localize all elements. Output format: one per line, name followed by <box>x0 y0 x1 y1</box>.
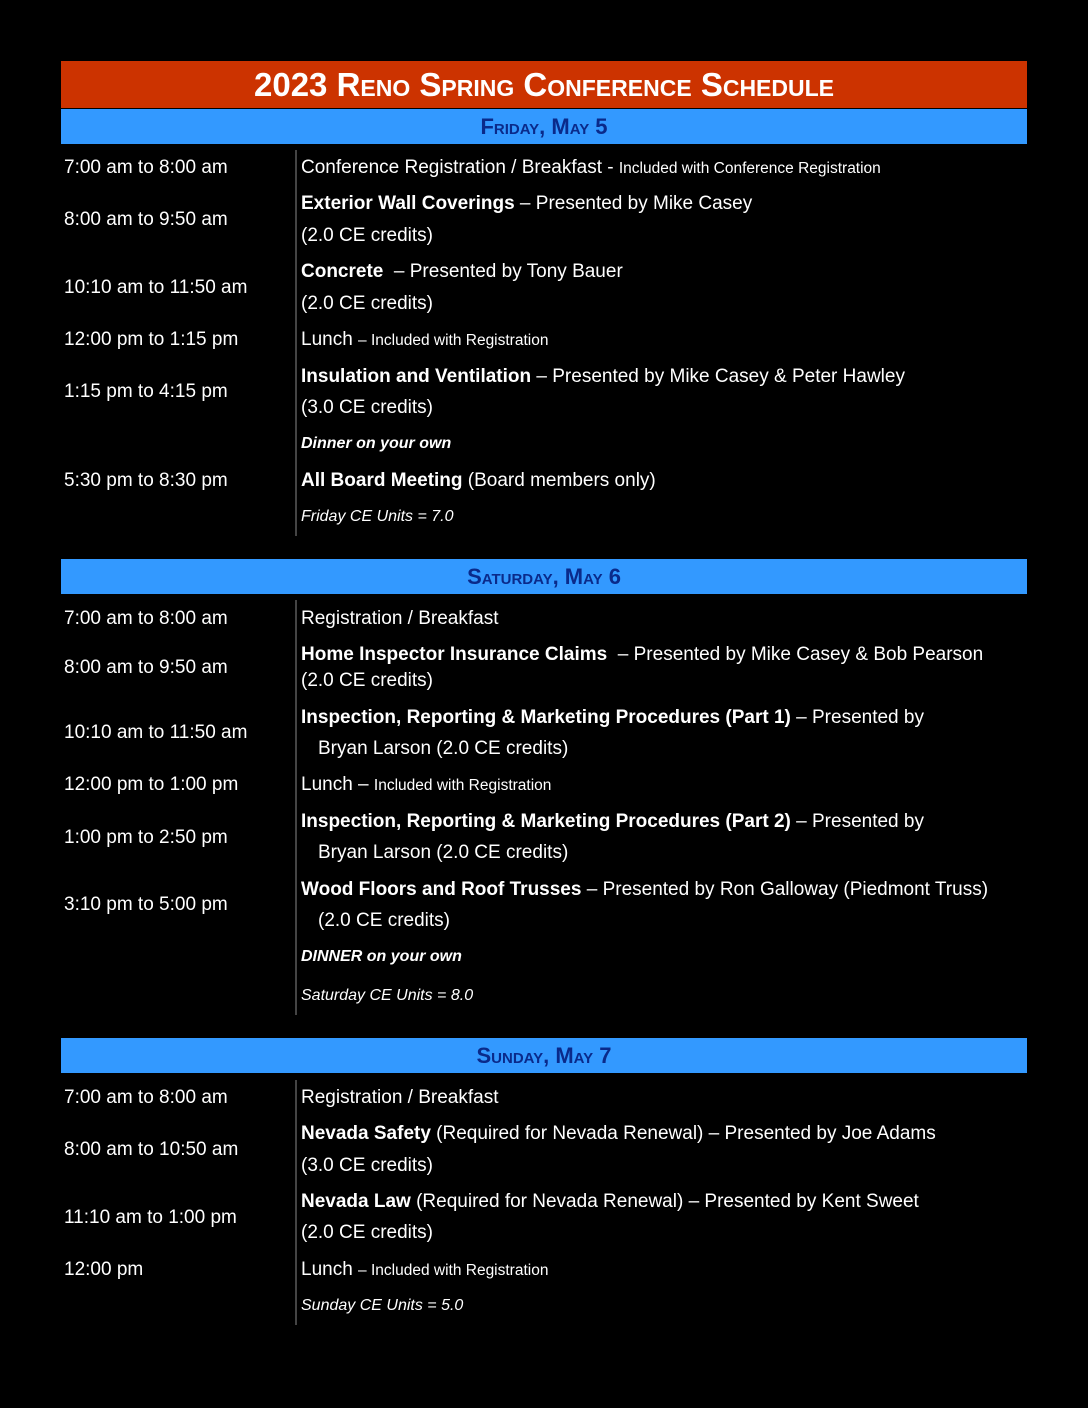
column-divider <box>295 150 297 536</box>
ce-units-total: Sunday CE Units = 5.0 <box>301 1297 464 1314</box>
session-description: Lunch – Included with Registration <box>301 1259 549 1280</box>
session-time: 1:15 pm to 4:15 pm <box>64 381 228 402</box>
session-description: Lunch – Included with Registration <box>301 329 549 350</box>
session-presenter: Bryan Larson (2.0 CE credits) <box>318 842 569 863</box>
session-title: Concrete <box>301 261 384 282</box>
session-title: Nevada Safety <box>301 1123 431 1144</box>
session-description: Registration / Breakfast <box>301 1087 499 1108</box>
session-title: Insulation and Ventilation <box>301 366 532 387</box>
session-description: Nevada Safety (Required for Nevada Renewal) – Presented by Joe Adams <box>301 1123 936 1144</box>
session-description: Lunch – Included with Registration <box>301 774 552 795</box>
session-description: Registration / Breakfast <box>301 608 499 629</box>
session-note: – Included with Registration <box>358 1262 549 1279</box>
session-description: Inspection, Reporting & Marketing Procedures (Part 2) – Presented by <box>301 811 924 832</box>
session-credits: (2.0 CE credits) <box>301 293 433 314</box>
session-time: 12:00 pm to 1:00 pm <box>64 774 239 795</box>
dinner-note: Dinner on your own <box>301 435 452 452</box>
day-header-saturday: Saturday, May 6 <box>61 559 1027 594</box>
session-time: 3:10 pm to 5:00 pm <box>64 894 228 915</box>
column-divider <box>295 600 297 1015</box>
session-credits: (2.0 CE credits) <box>301 225 433 246</box>
session-credits: (3.0 CE credits) <box>301 397 433 418</box>
session-description: Home Inspector Insurance Claims – Presented by Mike Casey & Bob Pearson <box>301 644 984 665</box>
session-title: Exterior Wall Coverings <box>301 193 515 214</box>
session-time: 1:00 pm to 2:50 pm <box>64 827 228 848</box>
session-time: 10:10 am to 11:50 am <box>64 277 248 298</box>
session-time: 11:10 am to 1:00 pm <box>64 1207 237 1228</box>
day-header-friday: Friday, May 5 <box>61 109 1027 144</box>
session-presenter: Bryan Larson (2.0 CE credits) <box>318 738 569 759</box>
session-time: 7:00 am to 8:00 am <box>64 1087 228 1108</box>
column-divider <box>295 1080 297 1325</box>
session-title: Home Inspector Insurance Claims <box>301 644 608 665</box>
session-time: 7:00 am to 8:00 am <box>64 157 228 178</box>
session-time: 10:10 am to 11:50 am <box>64 722 248 743</box>
session-description: All Board Meeting (Board members only) <box>301 470 656 491</box>
session-title: Inspection, Reporting & Marketing Procedures (Part 2) <box>301 811 791 832</box>
session-credits: (2.0 CE credits) <box>318 910 450 931</box>
session-description: Wood Floors and Roof Trusses – Presented by Ron Galloway (Piedmont Truss) <box>301 879 989 900</box>
session-description: Exterior Wall Coverings – Presented by Mike Casey <box>301 193 753 214</box>
session-time: 8:00 am to 10:50 am <box>64 1139 239 1160</box>
session-time: 12:00 pm to 1:15 pm <box>64 329 239 350</box>
day-header-sunday: Sunday, May 7 <box>61 1038 1027 1073</box>
session-credits: (2.0 CE credits) <box>301 670 433 691</box>
session-description: Nevada Law (Required for Nevada Renewal) – Presented by Kent Sweet <box>301 1191 919 1212</box>
session-time: 8:00 am to 9:50 am <box>64 657 228 678</box>
session-time: 8:00 am to 9:50 am <box>64 209 228 230</box>
session-description: Insulation and Ventilation – Presented by Mike Casey & Peter Hawley <box>301 366 905 387</box>
session-description: Inspection, Reporting & Marketing Procedures (Part 1) – Presented by <box>301 707 924 728</box>
session-description: Conference Registration / Breakfast - Included with Conference Registration <box>301 157 881 178</box>
session-credits: (2.0 CE credits) <box>301 1222 433 1243</box>
ce-units-total: Saturday CE Units = 8.0 <box>301 987 474 1004</box>
session-note: Included with Registration <box>373 777 552 794</box>
session-time: 7:00 am to 8:00 am <box>64 608 228 629</box>
dinner-note: DINNER on your own <box>301 948 462 965</box>
session-note: Included with Conference Registration <box>618 160 881 177</box>
session-title: All Board Meeting <box>301 470 463 491</box>
session-note: – Included with Registration <box>358 332 549 349</box>
session-title: Nevada Law <box>301 1191 411 1212</box>
page-title: 2023 Reno Spring Conference Schedule <box>61 61 1027 108</box>
session-time: 12:00 pm <box>64 1259 144 1280</box>
session-title: Inspection, Reporting & Marketing Procedures (Part 1) <box>301 707 791 728</box>
session-credits: (3.0 CE credits) <box>301 1155 433 1176</box>
session-time: 5:30 pm to 8:30 pm <box>64 470 228 491</box>
session-title: Wood Floors and Roof Trusses <box>301 879 582 900</box>
session-description: Concrete – Presented by Tony Bauer <box>301 261 623 282</box>
ce-units-total: Friday CE Units = 7.0 <box>301 508 454 525</box>
